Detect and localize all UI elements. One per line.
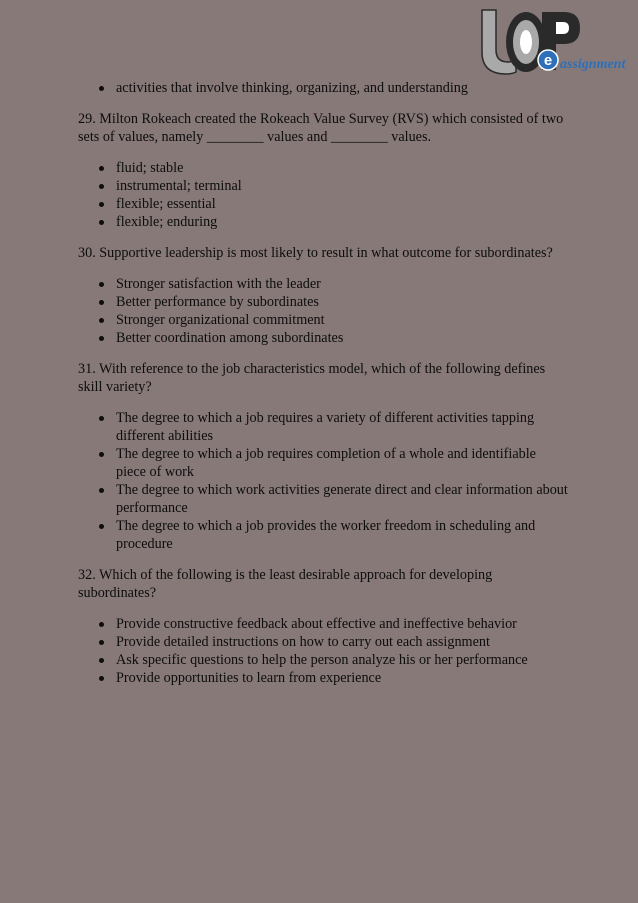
question-29: 29. Milton Rokeach created the Rokeach Value Survey (RVS) which consisted of two sets of values, namely ________ values and ________ values. <box>78 111 564 145</box>
question-30: 30. Supportive leadership is most likely to result in what outcome for subordinates? <box>78 245 553 261</box>
option-item: The degree to which a job provides the worker freedom in scheduling and procedure <box>78 517 568 553</box>
option-item: The degree to which work activities generate direct and clear information about performance <box>78 481 568 517</box>
option-item: flexible; enduring <box>78 213 568 231</box>
intro-item: activities that involve thinking, organizing, and understanding <box>78 79 568 97</box>
question-32-options <box>78 615 568 687</box>
question-31: 31. With reference to the job characteristics model, which of the following defines skill variety? <box>78 361 546 395</box>
option-item: Stronger organizational commitment <box>78 311 568 329</box>
uop-assignment-logo <box>468 8 634 76</box>
question-29-options <box>78 159 568 231</box>
logo-word: assignment <box>560 57 626 72</box>
logo-o-hole <box>520 30 532 54</box>
option-item: flexible; essential <box>78 195 568 213</box>
question-30-options <box>78 275 568 347</box>
option-item: fluid; stable <box>78 159 568 177</box>
question-32: 32. Which of the following is the least desirable approach for developing subordinates? <box>78 567 493 601</box>
option-item: The degree to which a job requires completion of a whole and identifiable piece of work <box>78 445 568 481</box>
option-item: The degree to which a job requires a variety of different activities tapping different abilities <box>78 409 568 445</box>
question-31-options <box>78 409 568 553</box>
logo-e-letter: e <box>543 52 553 69</box>
option-item: Better coordination among subordinates <box>78 329 568 347</box>
option-item: Better performance by subordinates <box>78 293 568 311</box>
option-item: Ask specific questions to help the person analyze his or her performance <box>78 651 568 669</box>
document-content <box>78 79 568 687</box>
option-item: Stronger satisfaction with the leader <box>78 275 568 293</box>
option-item: instrumental; terminal <box>78 177 568 195</box>
option-item: Provide detailed instructions on how to carry out each assignment <box>78 633 568 651</box>
option-item: Provide constructive feedback about effective and ineffective behavior <box>78 615 568 633</box>
logo-p-hole <box>556 22 569 34</box>
option-item: Provide opportunities to learn from experience <box>78 669 568 687</box>
intro-list <box>78 79 568 97</box>
